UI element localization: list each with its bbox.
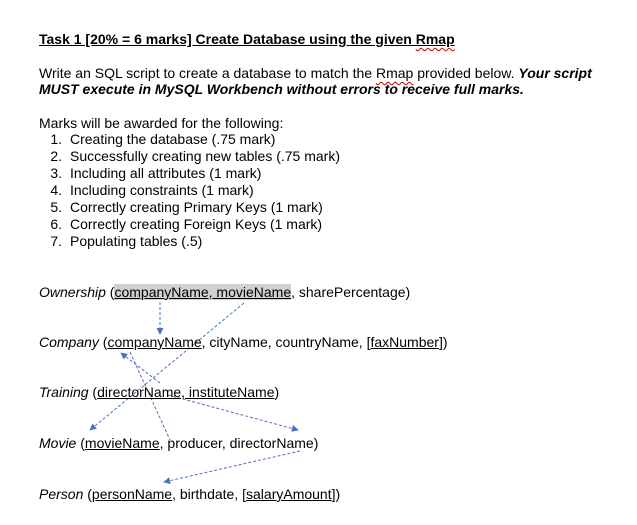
- arrow-ownership-movie: [90, 303, 244, 430]
- marks-heading: Marks will be awarded for the following:: [39, 115, 284, 131]
- marks-item-text: Successfully creating new tables (.75 mark): [70, 148, 340, 164]
- relation-training: Training (directorName, instituteName): [39, 384, 280, 400]
- marks-item: 4. Including constraints (1 mark): [50, 182, 254, 198]
- intro-text-1: Write an SQL script to create a database to match the: [39, 65, 376, 81]
- marks-item-text: Populating tables (.5): [70, 233, 203, 249]
- task-title-text: Task 1 [20% = 6 marks] Create Database using the given: [39, 31, 416, 47]
- primary-key: directorName, instituteName: [97, 384, 275, 400]
- task-title-rmap: Rmap: [415, 31, 455, 47]
- relation-name: Company: [39, 334, 99, 350]
- marks-item-text: Correctly creating Foreign Keys (1 mark): [70, 216, 323, 232]
- optional-attribute: salaryAmount: [246, 486, 332, 502]
- marks-item-text: Including all attributes (1 mark): [70, 165, 262, 181]
- optional-attribute: faxNumber: [370, 334, 439, 350]
- marks-item: 7. Populating tables (.5): [50, 233, 203, 249]
- arrow-training-movie: [168, 395, 298, 430]
- intro-rmap: Rmap: [375, 65, 414, 81]
- marks-item: 3. Including all attributes (1 mark): [50, 165, 262, 181]
- marks-item: 5. Correctly creating Primary Keys (1 mark): [50, 199, 323, 215]
- marks-item-text: Correctly creating Primary Keys (1 mark): [70, 199, 323, 215]
- relation-movie: Movie (movieName, producer, directorName): [39, 435, 319, 451]
- intro-text-2: provided below.: [413, 65, 519, 81]
- attributes: , producer, directorName): [159, 435, 319, 451]
- primary-key: movieName: [84, 435, 160, 451]
- attributes: , cityName, countryName, [: [201, 334, 371, 350]
- primary-key: personName: [91, 486, 173, 502]
- arrow-movie-person: [164, 451, 300, 482]
- marks-item-text: Including constraints (1 mark): [70, 182, 254, 198]
- relation-name: Person: [39, 486, 84, 502]
- relation-name: Training: [39, 384, 89, 400]
- marks-item: 1. Creating the database (.75 mark): [50, 131, 276, 147]
- attributes: , sharePercentage): [291, 284, 411, 300]
- relation-ownership: Ownership (companyName, movieName, sharePercentage): [39, 284, 411, 300]
- intro-bold-2: MUST execute in MySQL Workbench without errors to receive full marks.: [39, 81, 524, 97]
- relation-name: Movie: [39, 435, 77, 451]
- marks-item: 6. Correctly creating Foreign Keys (1 mark): [50, 216, 323, 232]
- arrow-training-company: [121, 353, 160, 383]
- marks-item: 2. Successfully creating new tables (.75 mark): [50, 148, 340, 164]
- relation-person: Person (personName, birthdate, [salaryAmount]): [39, 486, 341, 502]
- attributes: , birthdate, [: [172, 486, 247, 502]
- relation-company: Company (companyName, cityName, countryName, [faxNumber]): [39, 334, 448, 350]
- relation-name: Ownership: [39, 284, 106, 300]
- intro-bold-1: Your script: [518, 65, 592, 81]
- marks-item-text: Creating the database (.75 mark): [70, 131, 276, 147]
- primary-key: companyName, movieName: [114, 284, 292, 300]
- primary-key: companyName: [107, 334, 202, 350]
